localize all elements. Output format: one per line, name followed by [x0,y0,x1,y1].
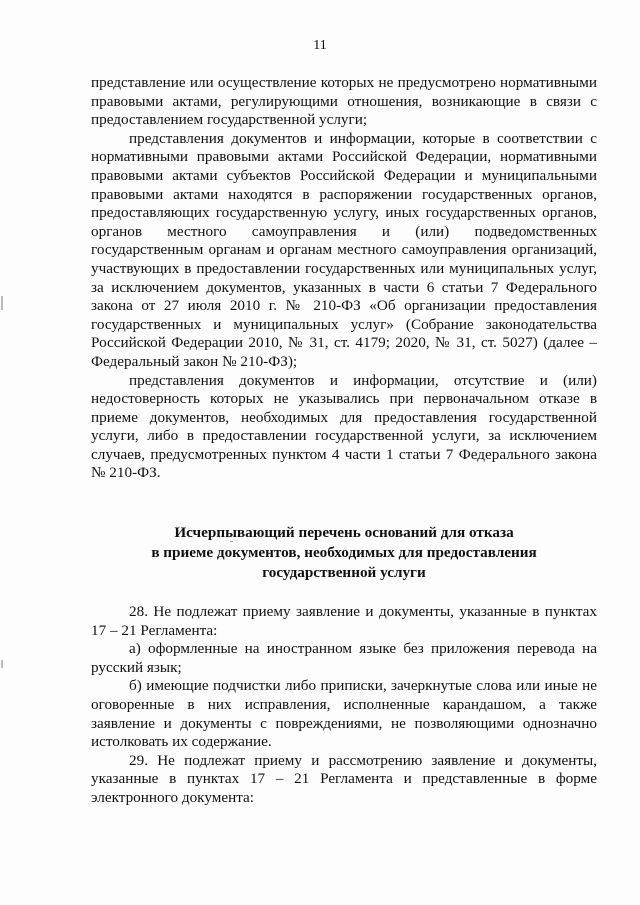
page-number: 11 [313,38,327,53]
scan-edge-mark [1,660,3,668]
section-body [91,603,597,808]
paragraph-item-28: 28. Не подлежат приему заявление и документы, указанные в пунктах 17 – 21 Регламента: [91,603,597,639]
section-heading-line-2: в приеме документов, необходимых для предоставления [151,544,537,562]
section-heading-line-3: государственной услуги [262,564,426,582]
paragraph-continuation: представление или осуществление которых не предусмотрено нормативными правовыми актами, регулирующими отношения, возникающие в связи с предоставлением государственной услуги; [91,74,597,129]
paragraph-item-28-a: а) оформленные на иностранном языке без приложения перевода на русский язык; [91,640,597,676]
paragraph-documents-in-possession: представления документов и информации, которые в соответствии с нормативными правовыми актами Российской Федерации, нормативными правовыми актами субъектов Российской Федерации и муниципальными правовыми актами находятся в распоряжении государственных органов, предоставляющих государственную услугу, иных государственных органов, органов местного самоуправления и (или) подведомственных государственным органам и органам местного самоуправления организаций, участвующих в предоставлении государственных или муниципальных услуг, за исключением документов, указанных в части 6 статьи 7 Федерального закона от 27 июля 2010 г. № 210-ФЗ «Об организации предоставления государственных и муниципальных услуг» (Собрание законодательства Российской Федерации 2010, № 31, ст. 4179; 2020, № 31, ст. 5027) (далее – Федеральный закон № 210-ФЗ); [91,129,597,370]
scan-edge-mark [1,296,3,310]
document-body [91,74,597,808]
paragraph-documents-absence: представления документов и информации, отсутствие и (или) недостоверность которых не указывались при первоначальном отказе в приеме документов, необходимых для предоставления государственной услуги, либо в предоставлении государственной услуги, за исключением случаев, предусмотренных пунктом 4 части 1 статьи 7 Федерального закона № 210-ФЗ. [91,371,597,482]
paragraph-item-29: 29. Не подлежат приему и рассмотрению заявление и документы, указанные в пунктах 17 – 21 Регламента и представленные в форме электронного документа: [91,751,597,806]
scan-speck [230,541,233,542]
section-heading-line-1: Исчерпывающий перечень оснований для отказа [174,524,514,542]
section-heading [91,523,597,583]
paragraph-item-28-b: б) имеющие подчистки либо приписки, зачеркнутые слова или иные не оговоренные в них исправления, исполненные карандашом, а также заявление и документы с повреждениями, не позволяющими однозначно истолковать их содержание. [91,677,597,751]
